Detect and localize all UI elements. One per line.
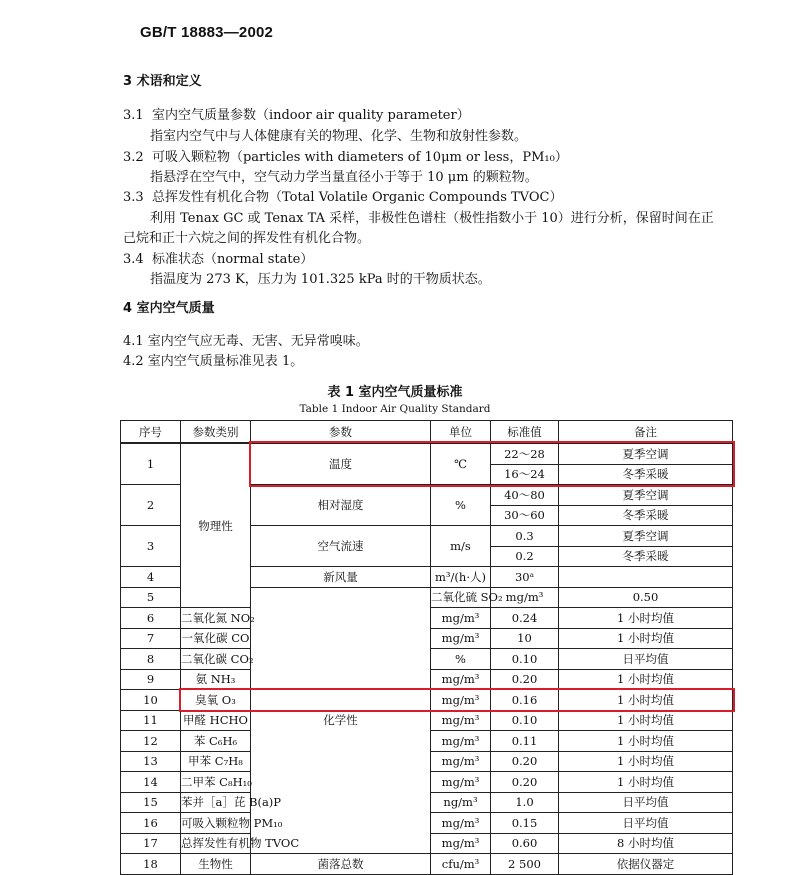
param-co2: 二氧化碳 CO₂: [181, 649, 251, 670]
param-nh3: 氨 NH₃: [181, 669, 251, 690]
param-co: 一氧化碳 CO: [181, 628, 251, 649]
standard-value: 1.0: [491, 792, 559, 813]
clause-4-1: 4.1 室内空气应无毒、无害、无异常嗅味。: [123, 334, 369, 349]
param-tvoc: 总挥发性有机物 TVOC: [181, 833, 251, 854]
standard-value: 16～24: [491, 464, 559, 485]
term-3-4-definition: 指温度为 273 K，压力为 101.325 kPa 时的干物质状态。: [150, 272, 491, 287]
param-o3: 臭氧 O₃: [181, 690, 251, 711]
standard-value: 0.50: [559, 587, 733, 608]
row-no: 16: [121, 813, 181, 834]
unit: ℃: [431, 443, 491, 485]
remark: 1 小时均值: [559, 710, 733, 731]
unit: mg/m³: [431, 669, 491, 690]
unit: mg/m³: [431, 628, 491, 649]
row-no: 4: [121, 567, 181, 588]
standard-value: 0.11: [491, 731, 559, 752]
table-row: [121, 854, 733, 875]
term-3-4-title: 3.4 标准状态（normal state）: [123, 252, 314, 267]
standard-value: 0.3: [491, 526, 559, 547]
remark: 冬季采暖: [559, 464, 733, 485]
remark: 1 小时均值: [559, 669, 733, 690]
standard-value: 0.10: [491, 649, 559, 670]
remark: 1 小时均值: [559, 608, 733, 629]
unit: m³/(h·人): [431, 567, 491, 588]
param-temperature: 温度: [251, 443, 431, 485]
remark: 依据仪器定: [559, 854, 733, 875]
row-no: 13: [121, 751, 181, 772]
unit: m/s: [431, 526, 491, 567]
row-no: 9: [121, 669, 181, 690]
unit: mg/m³: [431, 690, 491, 711]
remark: 1 小时均值: [559, 772, 733, 793]
param-so2: 二氧化硫 SO₂: [431, 587, 491, 608]
remark: 冬季采暖: [559, 505, 733, 526]
air-quality-table: [120, 420, 733, 875]
unit: ng/m³: [431, 792, 491, 813]
param-air-velocity: 空气流速: [251, 526, 431, 567]
standard-value: 0.15: [491, 813, 559, 834]
standard-number: GB/T 18883—2002: [140, 24, 274, 41]
standard-value: 0.24: [491, 608, 559, 629]
table-header-row: [121, 421, 733, 444]
header-standard-value: 标准值: [491, 421, 559, 444]
unit: mg/m³: [491, 587, 559, 608]
term-3-2-definition: 指悬浮在空气中，空气动力学当量直径小于等于 10 μm 的颗粒物。: [150, 170, 538, 185]
param-humidity: 相对湿度: [251, 485, 431, 526]
param-pm10: 可吸入颗粒物 PM₁₀: [181, 813, 251, 834]
category-biological: 生物性: [181, 854, 251, 875]
unit: mg/m³: [431, 772, 491, 793]
remark: 夏季空调: [559, 485, 733, 506]
row-no: 12: [121, 731, 181, 752]
param-toluene: 甲苯 C₇H₈: [181, 751, 251, 772]
row-no: 6: [121, 608, 181, 629]
remark: 日平均值: [559, 792, 733, 813]
unit: %: [431, 485, 491, 526]
remark: 夏季空调: [559, 443, 733, 464]
category-chemical: 化学性: [251, 587, 431, 854]
row-no: 15: [121, 792, 181, 813]
param-no2: 二氧化氮 NO₂: [181, 608, 251, 629]
unit: mg/m³: [431, 833, 491, 854]
row-no: 3: [121, 526, 181, 567]
row-no: 11: [121, 710, 181, 731]
param-bacteria: 菌落总数: [251, 854, 431, 875]
clause-4-2: 4.2 室内空气质量标准见表 1。: [123, 354, 304, 369]
standard-value: 10: [491, 628, 559, 649]
standard-value: 22～28: [491, 443, 559, 464]
table-caption-cn: 表 1 室内空气质量标准: [327, 385, 463, 400]
param-hcho: 甲醛 HCHO: [181, 710, 251, 731]
param-bap: 苯并［a］芘 B(a)P: [181, 792, 251, 813]
row-no: 2: [121, 485, 181, 526]
unit: cfu/m³: [431, 854, 491, 875]
header-unit: 单位: [431, 421, 491, 444]
row-no: 18: [121, 854, 181, 875]
standard-value: 0.20: [491, 772, 559, 793]
standard-value: 2 500: [491, 854, 559, 875]
standard-value: 40～80: [491, 485, 559, 506]
category-physical: 物理性: [181, 443, 251, 608]
standard-value: 30～60: [491, 505, 559, 526]
standard-value: 0.16: [491, 690, 559, 711]
remark: 冬季采暖: [559, 546, 733, 567]
row-no: 14: [121, 772, 181, 793]
term-3-3-title: 3.3 总挥发性有机化合物（Total Volatile Organic Compounds TVOC）: [123, 190, 563, 205]
row-no: 7: [121, 628, 181, 649]
term-3-1-definition: 指室内空气中与人体健康有关的物理、化学、生物和放射性参数。: [150, 129, 528, 144]
unit: mg/m³: [431, 608, 491, 629]
standard-value: 30ᵃ: [491, 567, 559, 588]
standard-value: 0.2: [491, 546, 559, 567]
unit: %: [431, 649, 491, 670]
standard-value: 0.20: [491, 751, 559, 772]
table-caption-en: Table 1 Indoor Air Quality Standard: [299, 403, 491, 415]
term-3-3-definition-line2: 己烷和正十六烷之间的挥发性有机化合物。: [123, 231, 371, 246]
unit: mg/m³: [431, 731, 491, 752]
row-no: 17: [121, 833, 181, 854]
standard-value: 0.10: [491, 710, 559, 731]
remark: 1 小时均值: [559, 731, 733, 752]
term-3-3-definition-line1: 利用 Tenax GC 或 Tenax TA 采样，非极性色谱柱（极性指数小于 10）进行分析，保留时间在正: [150, 211, 714, 226]
term-3-2-title: 3.2 可吸入颗粒物（particles with diameters of 10μm or less，PM₁₀）: [123, 150, 568, 165]
remark: 日平均值: [559, 813, 733, 834]
remark: 夏季空调: [559, 526, 733, 547]
remark: [559, 567, 733, 588]
unit: mg/m³: [431, 710, 491, 731]
section-3-heading: 3 术语和定义: [123, 74, 202, 89]
remark: 1 小时均值: [559, 690, 733, 711]
remark: 1 小时均值: [559, 628, 733, 649]
header-no: 序号: [121, 421, 181, 444]
table-row: [121, 443, 733, 464]
remark: 1 小时均值: [559, 751, 733, 772]
param-fresh-air: 新风量: [251, 567, 431, 588]
term-3-1-title: 3.1 室内空气质量参数（indoor air quality parameter）: [123, 108, 470, 123]
unit: mg/m³: [431, 813, 491, 834]
unit: mg/m³: [431, 751, 491, 772]
section-4-heading: 4 室内空气质量: [123, 301, 215, 316]
remark: 8 小时均值: [559, 833, 733, 854]
standard-value: 0.20: [491, 669, 559, 690]
header-category: 参数类别: [181, 421, 251, 444]
standard-value: 0.60: [491, 833, 559, 854]
header-remark: 备注: [559, 421, 733, 444]
param-xylene: 二甲苯 C₈H₁₀: [181, 772, 251, 793]
row-no: 1: [121, 443, 181, 485]
row-no: 5: [121, 587, 181, 608]
row-no: 8: [121, 649, 181, 670]
param-benzene: 苯 C₆H₆: [181, 731, 251, 752]
row-no: 10: [121, 690, 181, 711]
header-parameter: 参数: [251, 421, 431, 444]
remark: 日平均值: [559, 649, 733, 670]
